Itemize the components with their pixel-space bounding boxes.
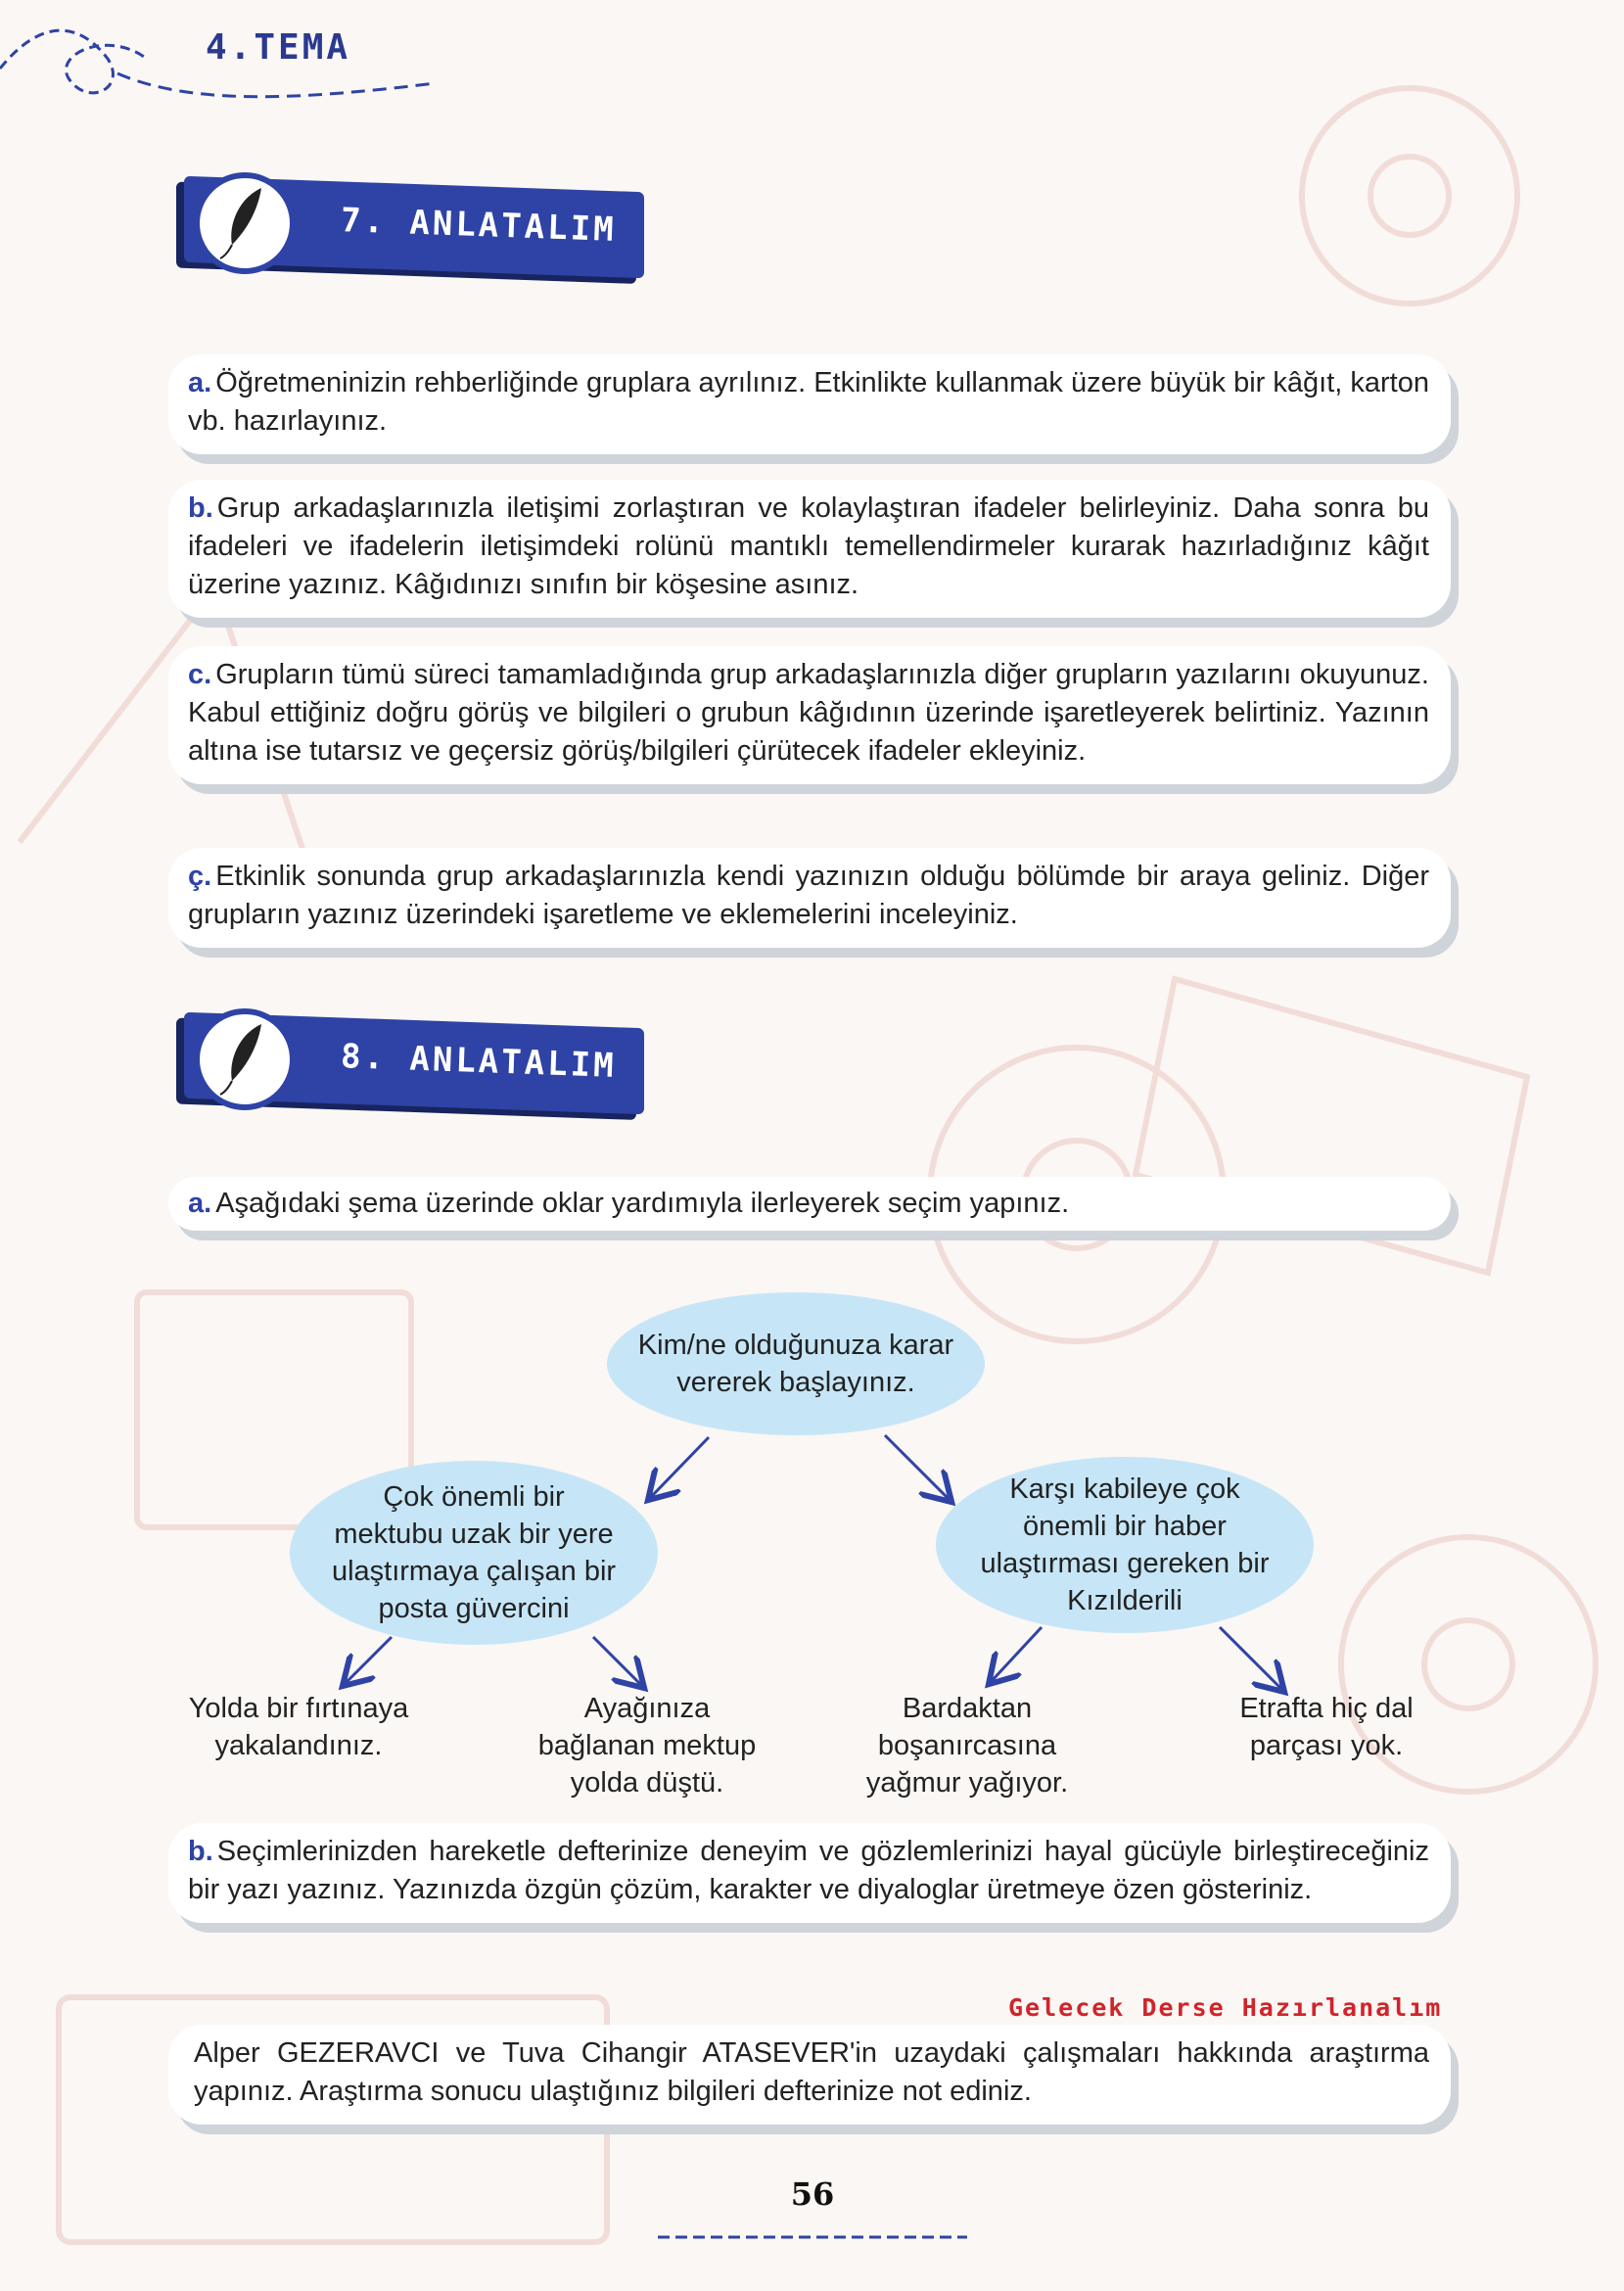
section-7-item-a: a. Öğretmeninizin rehberliğinde gruplara ayrılınız. Etkinlikte kullanmak üzere büyük bir kâğıt, karton vb. hazırlayınız. <box>168 354 1451 454</box>
diagram-left-node: Çok önemli bir mektubu uzak bir yere ulaştırmaya çalışan bir posta güvercini <box>290 1461 658 1645</box>
prep-card: Alper GEZERAVCI ve Tuva Cihangir ATASEVER'in uzaydaki çalışmaları hakkında araştırma yapınız. Araştırma sonucu ulaştığınız bilgileri defterinize not ediniz. <box>168 2025 1451 2125</box>
prep-title: Gelecek Derse Hazırlanalım <box>1008 1993 1443 2022</box>
theme-title: 4.TEMA <box>206 27 351 68</box>
diagram-root-node: Kim/ne olduğunuza karar vererek başlayınız. <box>607 1292 985 1435</box>
section-7-item-b: b. Grup arkadaşlarınızla iletişimi zorlaştıran ve kolaylaştıran ifadeler belirleyiniz. Daha sonra bu ifadeleri ve ifadelerin iletişimdeki rolünü mantıklı temellendirmeler kurarak hazırladığınız kâğıt üzerine yazınız. Kâğıdınızı sınıfın bir köşesine asınız. <box>168 480 1451 618</box>
section-7-title: 7. ANLATALIM <box>340 201 618 250</box>
diagram-leaf-2: Ayağınıza bağlanan mektup yolda düştü. <box>537 1693 757 1799</box>
section-8-item-b: b. Seçimlerinizden hareketle defterinize deneyim ve gözlemlerinizi hayal gücüyle birleştireceğiniz bir yazı yazınız. Yazınızda özgün çözüm, karakter ve diyaloglar üretmeye özen gösteriniz. <box>168 1823 1451 1923</box>
section-7-item-c: c. Grupların tümü süreci tamamladığında grup arkadaşlarınızla diğer grupların yazılarını okuyunuz. Kabul ettiğiniz doğru görüş ve bilgileri o grubun kâğıdının üzerinde işaretleyerek belirtiniz. Yazının altına ise tutarsız ve geçersiz görüş/bilgileri çürütecek ifadeler ekleyiniz. <box>168 646 1451 784</box>
section-7-item-c-cedilla: ç. Etkinlik sonunda grup arkadaşlarınızla kendi yazınızın olduğu bölümde bir araya geliniz. Diğer grupların yazınız üzerindeki işaretleme ve eklemelerini inceleyiniz. <box>168 848 1451 948</box>
diagram-right-node: Karşı kabileye çok önemli bir haber ulaştırması gereken bir Kızılderili <box>936 1457 1314 1633</box>
diagram-leaf-3: Bardaktan boşanırcasına yağmur yağıyor. <box>865 1693 1069 1799</box>
diagram-leaf-1: Yolda bir fırtınaya yakalandınız. <box>188 1693 409 1761</box>
diagram-leaf-4: Etrafta hiç dal parçası yok. <box>1239 1693 1414 1761</box>
section-8-title: 8. ANLATALIM <box>340 1037 618 1086</box>
section-8-item-a: a. Aşağıdaki şema üzerinde oklar yardımıyla ilerleyerek seçim yapınız. <box>168 1177 1451 1231</box>
page-number: 56 <box>790 2175 835 2213</box>
